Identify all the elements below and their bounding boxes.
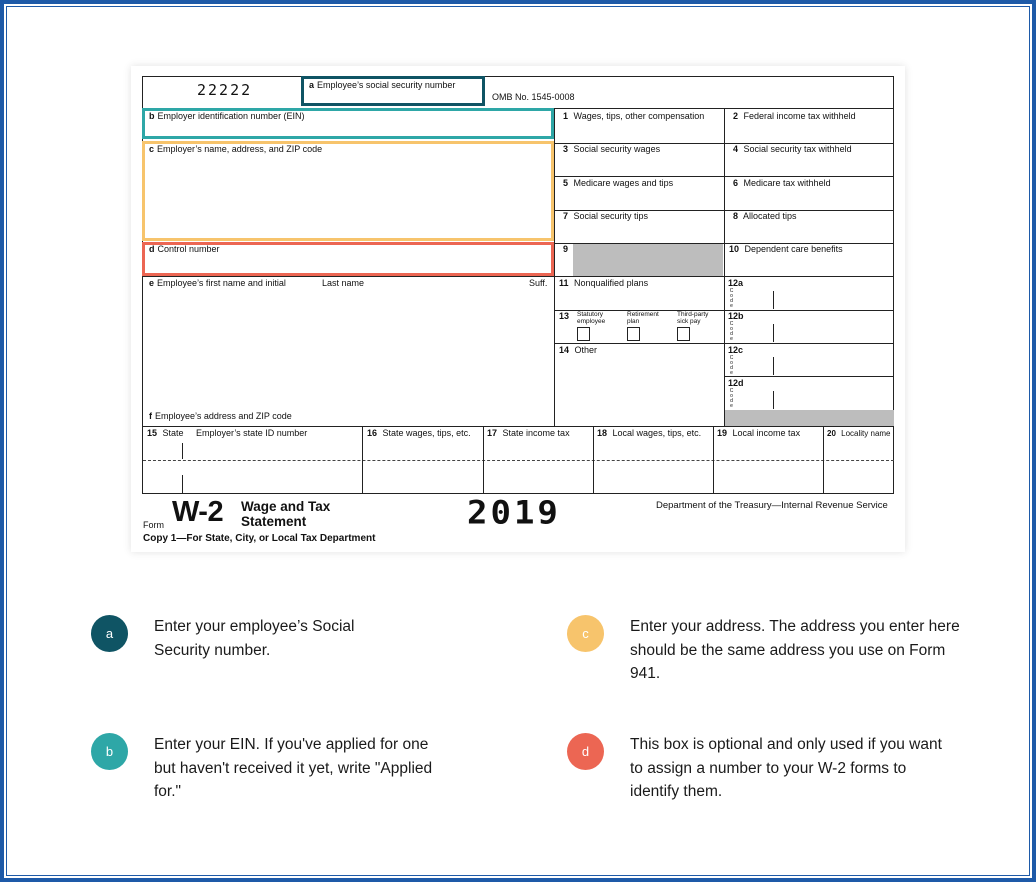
box18-label: 18 Local wages, tips, etc. (597, 428, 702, 438)
legend-a-text: Enter your employee’s Social Security number. (154, 618, 355, 659)
box12a-code: Code (729, 288, 734, 309)
form-name: W-2 (172, 496, 224, 528)
retirement-checkbox[interactable] (627, 327, 640, 341)
box20-label: 20 Locality name (827, 429, 891, 438)
box12c-code: Code (729, 355, 734, 376)
legend-a-dot: a (91, 615, 128, 652)
legend-c-text: Enter your address. The address you enter here should be the same address you use on Form 941. (630, 618, 960, 682)
field-c-label: c Employer’s name, address, and ZIP code (149, 144, 323, 154)
box6-label: 6 Medicare tax withheld (733, 178, 831, 188)
box17-label: 17 State income tax (487, 428, 570, 438)
legend-d-dot: d (567, 733, 604, 770)
box14-label: 14 Other (559, 345, 598, 355)
box16-label: 16 State wages, tips, etc. (367, 428, 471, 438)
box15-state-id: Employer’s state ID number (196, 428, 308, 438)
box13-label: 13 (559, 311, 570, 321)
box2-label: 2 Federal income tax withheld (733, 111, 856, 121)
box12a-label: 12a (728, 278, 744, 288)
field-f-label: f Employee’s address and ZIP code (149, 411, 292, 421)
legend-b-dot: b (91, 733, 128, 770)
box10-label: 10 Dependent care benefits (729, 244, 843, 254)
box1-label: 1 Wages, tips, other compensation (563, 111, 705, 121)
box12b-code: Code (729, 321, 734, 342)
box8-label: 8 Allocated tips (733, 211, 797, 221)
legend-d-text: This box is optional and only used if you want to assign a number to your W-2 forms to identify them. (630, 736, 942, 800)
box7-label: 7 Social security tips (563, 211, 649, 221)
field-e-last: Last name (322, 278, 365, 288)
tax-year: 2019 (467, 494, 561, 532)
statutory-checkbox[interactable] (577, 327, 590, 341)
legend-b-text: Enter your EIN. If you've applied for one but haven't received it yet, write "Applied for." (154, 736, 433, 800)
field-b-label: b Employer identification number (EIN) (149, 111, 305, 121)
form-word: Form (143, 520, 164, 530)
box13-retirement: Retirement plan (627, 311, 659, 325)
box12d-shade (725, 410, 894, 426)
field-e-suff: Suff. (529, 278, 548, 288)
box13-thirdparty: Third-party sick pay (677, 311, 709, 325)
box9-label: 9 (563, 244, 569, 254)
box12c-label: 12c (728, 345, 744, 355)
form-title: Wage and Tax Statement (241, 499, 331, 529)
box13-statutory: Statutory employee (577, 311, 606, 325)
box4-label: 4 Social security tax withheld (733, 144, 852, 154)
field-d-label: d Control number (149, 244, 220, 254)
irs-department: Department of the Treasury—Internal Revenue Service (656, 500, 888, 511)
field-a-label: a Employee’s social security number (309, 80, 456, 90)
box5-label: 5 Medicare wages and tips (563, 178, 674, 188)
box15-label: 15 State (147, 428, 184, 438)
legend-c-dot: c (567, 615, 604, 652)
control-code: 22222 (197, 81, 253, 99)
box19-label: 19 Local income tax (717, 428, 801, 438)
box9-shade (573, 244, 723, 276)
box12d-code: Code (729, 388, 734, 409)
thirdparty-checkbox[interactable] (677, 327, 690, 341)
copy-line: Copy 1—For State, City, or Local Tax Department (143, 533, 376, 544)
field-e-label: e Employee’s first name and initial (149, 278, 286, 288)
box12d-label: 12d (728, 378, 744, 388)
highlight-c (142, 141, 554, 241)
box3-label: 3 Social security wages (563, 144, 661, 154)
box12b-label: 12b (728, 311, 744, 321)
box11-label: 11 Nonqualified plans (559, 278, 649, 288)
omb-number: OMB No. 1545-0008 (492, 92, 575, 102)
